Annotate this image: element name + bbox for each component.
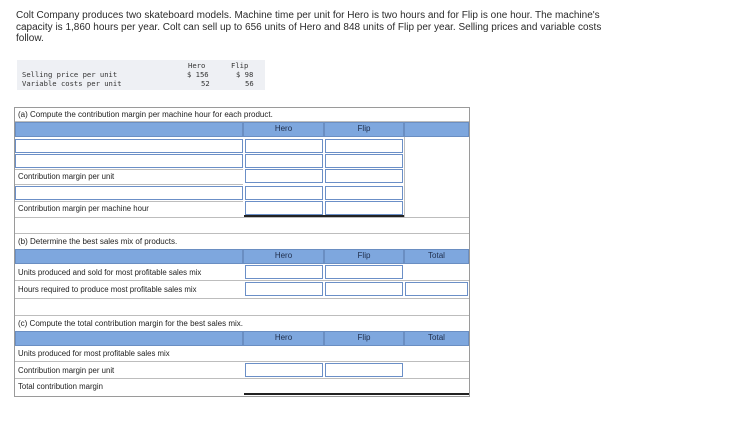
problem-line-1: Colt Company produces two skateboard models. Machine time per unit for Hero is two hours and for Flip is one hour. The machine's <box>16 10 600 21</box>
part-b-header-blank <box>15 249 243 264</box>
part-b-hours-total[interactable] <box>405 282 468 296</box>
row-divider <box>15 361 469 362</box>
given-selling-label: Selling price per unit <box>22 70 118 79</box>
part-a-cm-hour-label: Contribution margin per machine hour <box>18 204 149 213</box>
section-divider <box>15 233 469 234</box>
column-divider <box>404 137 405 217</box>
given-col-hero: Hero <box>188 61 206 70</box>
part-a-header-extra <box>404 122 469 137</box>
part-b-hours-label: Hours required to produce most profitable sales mix <box>18 285 197 294</box>
given-selling-hero: $ 156 <box>187 70 209 79</box>
problem-line-2: capacity is 1,860 hours per year. Colt can sell up to 656 units of Hero and 848 units of Flip per year. Selling prices and variable costs <box>16 21 602 33</box>
part-a-title: (a) Compute the contribution margin per machine hour for each product. <box>18 110 273 119</box>
part-a-row4-hero-input[interactable] <box>245 186 323 200</box>
row-divider <box>15 184 243 185</box>
given-variable-hero: 52 <box>201 79 210 88</box>
section-divider <box>15 217 469 218</box>
part-c-header-blank <box>15 331 243 346</box>
part-b-units-hero[interactable] <box>245 265 323 279</box>
part-a-cm-hour-hero[interactable] <box>245 201 323 215</box>
part-c-total-label: Total contribution margin <box>18 382 103 391</box>
problem-line-3: follow. <box>16 33 44 44</box>
given-variable-label: Variable costs per unit <box>22 79 122 88</box>
part-a-row4-label-input[interactable] <box>15 186 243 200</box>
part-a-cm-unit-label: Contribution margin per unit <box>18 172 115 181</box>
part-a-cm-unit-flip[interactable] <box>325 169 403 183</box>
part-b-title: (b) Determine the best sales mix of products. <box>18 237 178 246</box>
problem-statement <box>16 10 716 45</box>
row-divider <box>15 169 243 170</box>
part-a-header-blank <box>15 122 243 137</box>
part-b-hours-flip[interactable] <box>325 282 403 296</box>
part-a-row1-label-input[interactable] <box>15 139 243 153</box>
part-b-units-label: Units produced and sold for most profitable sales mix <box>18 268 202 277</box>
part-a-row2-flip-input[interactable] <box>325 154 403 168</box>
row-divider <box>15 378 469 379</box>
given-variable-flip: 56 <box>245 79 254 88</box>
part-c-cm-flip[interactable] <box>325 363 403 377</box>
part-b-header-total: Total <box>404 249 469 264</box>
given-selling-flip: $ 98 <box>236 70 254 79</box>
part-c-cm-hero[interactable] <box>245 363 323 377</box>
part-a-row4-flip-input[interactable] <box>325 186 403 200</box>
part-c-cm-label: Contribution margin per unit <box>18 366 115 375</box>
part-a-cm-unit-hero[interactable] <box>245 169 323 183</box>
part-b-units-flip[interactable] <box>325 265 403 279</box>
part-b-header-hero: Hero <box>243 249 324 264</box>
section-divider <box>15 298 469 299</box>
part-a-row1-hero-input[interactable] <box>245 139 323 153</box>
row-divider <box>15 201 243 202</box>
row-divider <box>15 280 469 281</box>
double-underline <box>244 393 469 395</box>
given-col-flip: Flip <box>231 61 249 70</box>
part-c-title: (c) Compute the total contribution margin for the best sales mix. <box>18 319 243 328</box>
part-a-header-hero: Hero <box>243 122 324 137</box>
part-a-row2-hero-input[interactable] <box>245 154 323 168</box>
part-b-hours-hero[interactable] <box>245 282 323 296</box>
part-a-header-flip: Flip <box>324 122 404 137</box>
part-a-cm-hour-flip[interactable] <box>325 201 403 215</box>
part-c-header-hero: Hero <box>243 331 324 346</box>
part-a-row1-flip-input[interactable] <box>325 139 403 153</box>
part-b-header-flip: Flip <box>324 249 404 264</box>
section-divider <box>15 315 469 316</box>
part-c-header-total: Total <box>404 331 469 346</box>
part-c-header-flip: Flip <box>324 331 404 346</box>
part-c-units-label: Units produced for most profitable sales mix <box>18 349 170 358</box>
part-a-row2-label-input[interactable] <box>15 154 243 168</box>
